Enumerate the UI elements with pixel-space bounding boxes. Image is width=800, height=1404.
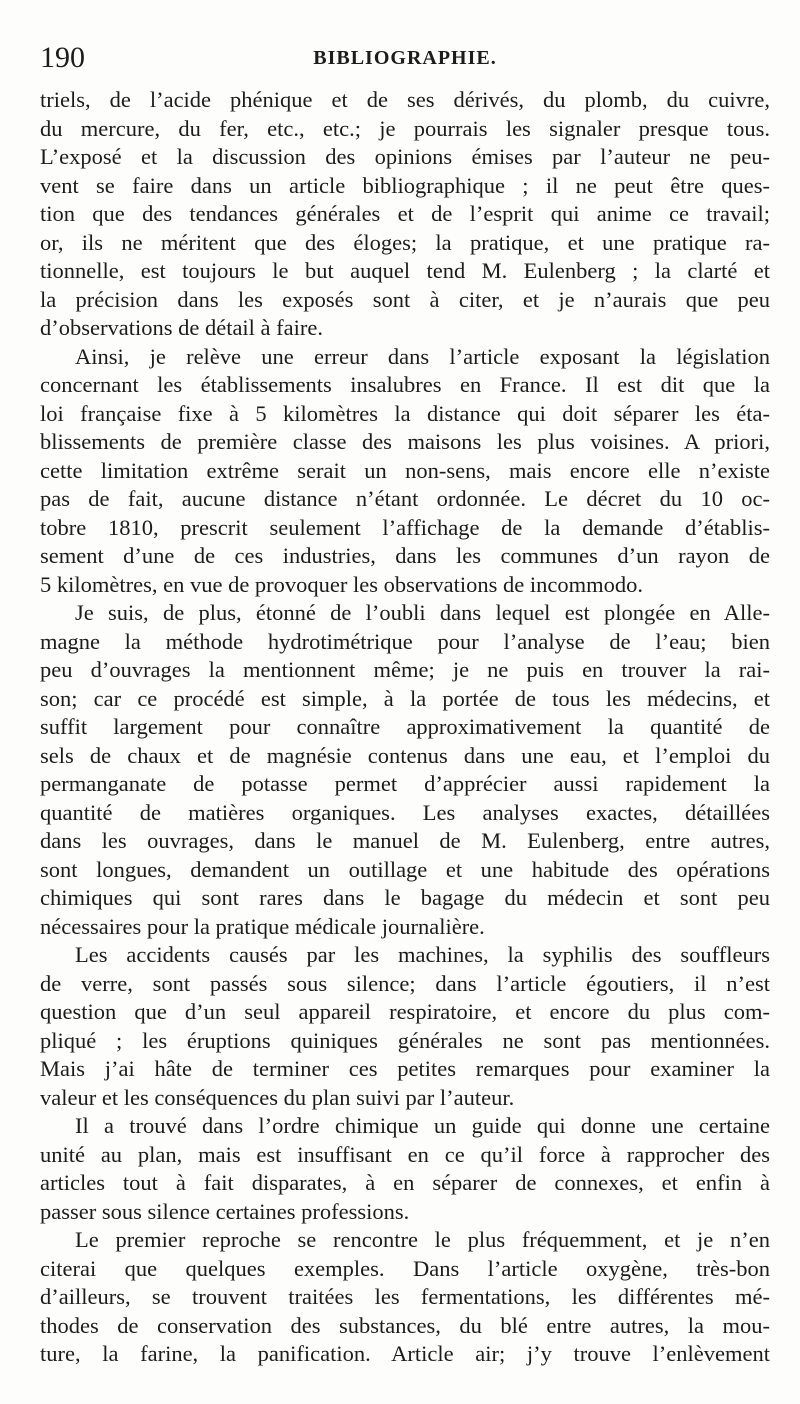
body-text xyxy=(40,86,770,1369)
text-line: cette limitation extrême serait un non-sens, mais encore elle n’existe xyxy=(40,457,770,483)
text-line: son; car ce procédé est simple, à la portée de tous les médecins, et xyxy=(40,685,770,711)
text-line: pliqué ; les éruptions quiniques générales ne sont pas mentionnées. xyxy=(40,1027,770,1053)
text-line: suffit largement pour connaître approximativement la quantité de xyxy=(40,714,770,739)
text-line: tionnelle, est toujours le but auquel tend M. Eulenberg ; la clarté et xyxy=(40,258,770,283)
text-line: magne la méthode hydrotimétrique pour l’analyse de l’eau; bien xyxy=(40,628,770,654)
text-line: Il a trouvé dans l’ordre chimique un guide qui donne une certaine xyxy=(75,1113,770,1138)
text-line: citerai que quelques exemples. Dans l’article oxygène, très-bon xyxy=(40,1255,770,1281)
text-line: triels, de l’acide phénique et de ses dérivés, du plomb, du cuivre, xyxy=(40,87,770,112)
text-line: chimiques qui sont rares dans le bagage du médecin et sont peu xyxy=(40,885,770,910)
text-line: peu d’ouvrages la mentionnent même; je ne puis en trouver la rai- xyxy=(40,657,770,682)
text-line: unité au plan, mais est insuffisant en ce qu’il force à rapprocher des xyxy=(40,1141,770,1167)
text-line: Je suis, de plus, étonné de l’oubli dans lequel est plongée en Alle- xyxy=(75,600,770,625)
text-line: thodes de conservation des substances, du blé entre autres, la mou- xyxy=(40,1312,770,1338)
text-line: passer sous silence certaines professions. xyxy=(40,1198,410,1224)
text-line: concernant les établissements insalubres en France. Il est dit que la xyxy=(40,372,770,397)
text-line: articles tout à fait disparates, à en séparer de connexes, et enfin à xyxy=(40,1170,770,1195)
text-line: question que d’un seul appareil respiratoire, et encore du plus com- xyxy=(40,999,770,1024)
text-line: Les accidents causés par les machines, la syphilis des souffleurs xyxy=(75,942,770,967)
page-number: 190 xyxy=(40,41,85,74)
text-line: la précision dans les exposés sont à citer, et je n’aurais que peu xyxy=(40,286,770,312)
text-line: de verre, sont passés sous silence; dans l’article égoutiers, il n’est xyxy=(40,970,770,996)
text-line: sels de chaux et de magnésie contenus dans une eau, et l’emploi du xyxy=(40,742,770,768)
text-line: vent se faire dans un article bibliographique ; il ne peut être ques- xyxy=(40,172,770,198)
text-line: d’observations de détail à faire. xyxy=(40,315,324,340)
text-line: loi française fixe à 5 kilomètres la distance qui doit séparer les éta- xyxy=(40,400,770,426)
text-line: dans les ouvrages, dans le manuel de M. Eulenberg, entre autres, xyxy=(40,828,770,853)
text-line: sont longues, demandent un outillage et une habitude des opérations xyxy=(40,856,770,882)
text-line: valeur et les conséquences du plan suivi par l’auteur. xyxy=(40,1084,515,1110)
text-line: ture, la farine, la panification. Article air; j’y trouve l’enlèvement xyxy=(40,1341,770,1366)
text-line: permanganate de potasse permet d’apprécier aussi rapidement la xyxy=(40,771,770,796)
text-line: nécessaires pour la pratique médicale journalière. xyxy=(40,913,485,939)
text-line: L’exposé et la discussion des opinions émises par l’auteur ne peu- xyxy=(40,144,770,169)
text-line: blissements de première classe des maisons les plus voisines. A priori, xyxy=(40,429,770,454)
text-line: quantité de matières organiques. Les analyses exactes, détaillées xyxy=(40,799,770,825)
text-line: or, ils ne méritent que des éloges; la pratique, et une pratique ra- xyxy=(40,229,770,255)
text-line: sement d’une de ces industries, dans les communes d’un rayon de xyxy=(40,543,770,568)
text-line: tion que des tendances générales et de l’esprit qui anime ce travail; xyxy=(40,201,770,226)
text-line: 5 kilomètres, en vue de provoquer les observations de incommodo. xyxy=(40,571,643,597)
text-line: d’ailleurs, se trouvent traitées les fermentations, les différentes mé- xyxy=(40,1284,770,1309)
text-line: Mais j’ai hâte de terminer ces petites remarques pour examiner la xyxy=(40,1056,770,1081)
text-line: du mercure, du fer, etc., etc.; je pourrais les signaler presque tous. xyxy=(40,115,770,141)
text-line: pas de fait, aucune distance n’étant ordonnée. Le décret du 10 oc- xyxy=(40,486,770,511)
text-line: tobre 1810, prescrit seulement l’affichage de la demande d’établis- xyxy=(40,514,770,540)
running-title: BIBLIOGRAPHIE. xyxy=(313,47,497,69)
text-line: Ainsi, je relève une erreur dans l’article exposant la législation xyxy=(75,343,770,369)
page-header xyxy=(40,38,770,78)
text-line: Le premier reproche se rencontre le plus fréquemment, et je n’en xyxy=(75,1227,770,1252)
